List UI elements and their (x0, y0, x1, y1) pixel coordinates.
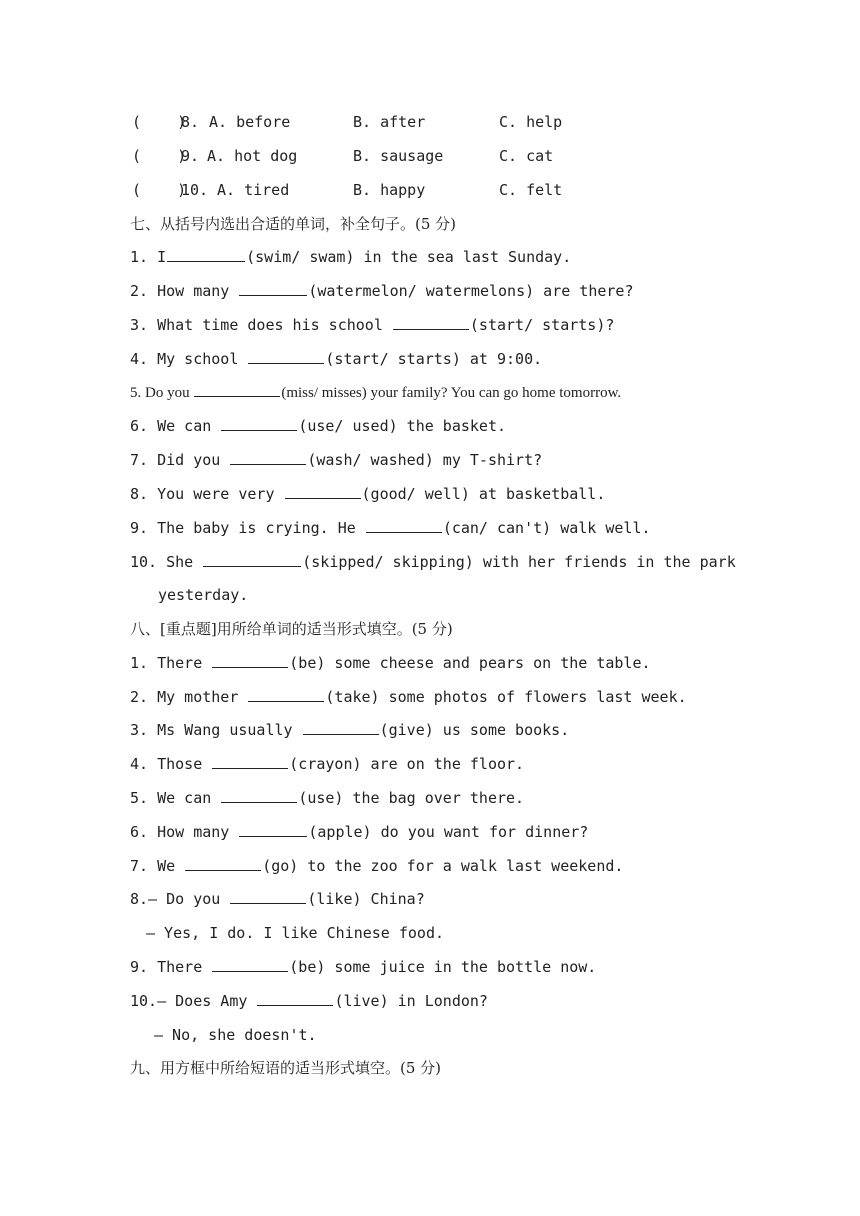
section-8-title: 八、[重点题]用所给单词的适当形式填空。(5 分) (130, 620, 453, 638)
item-text: (like) China? (307, 890, 425, 908)
option-a: A. hot dog (207, 147, 298, 165)
s7-item-7 (130, 447, 830, 473)
question-number: 9. (181, 147, 200, 165)
item-text: 5. We can (130, 789, 221, 807)
item-text: 3. Ms Wang usually (130, 721, 302, 739)
option-c: C. felt (499, 181, 563, 199)
item-text: (start/ starts)? (469, 316, 615, 334)
answer-paren[interactable]: ( ) (132, 181, 187, 199)
section-9-title: 九、用方框中所给短语的适当形式填空。(5 分) (130, 1059, 442, 1077)
answer-blank[interactable] (185, 855, 261, 871)
answer-blank[interactable] (212, 753, 288, 769)
answer-blank[interactable] (366, 517, 442, 533)
answer-blank[interactable] (212, 956, 288, 972)
item-text: 9. The baby is crying. He (130, 519, 365, 537)
answer-blank[interactable] (303, 719, 379, 735)
item-text: 4. My school (130, 350, 248, 368)
item-text: 10. She (130, 553, 203, 571)
answer-blank[interactable] (203, 551, 301, 567)
answer-blank[interactable] (230, 888, 306, 904)
s8-item-7 (130, 853, 830, 879)
choice-row-9 (0, 143, 860, 169)
answer-paren[interactable]: ( ) (132, 147, 187, 165)
item-text: 1. I (130, 248, 167, 266)
answer-blank[interactable] (257, 990, 333, 1006)
s8-item-5 (130, 785, 830, 811)
s8-item-10 (130, 988, 830, 1014)
item-text: (take) some photos of flowers last week. (325, 688, 687, 706)
item-text: (swim/ swam) in the sea last Sunday. (246, 248, 572, 266)
s7-item-3 (130, 312, 830, 338)
item-text: 5. Do you (130, 385, 194, 401)
s7-item-5 (130, 380, 830, 406)
item-text: 4. Those (130, 755, 212, 773)
answer-paren[interactable]: ( ) (132, 113, 187, 131)
item-text: (wash/ washed) my T-shirt? (307, 451, 543, 469)
s8-item-3 (130, 717, 830, 743)
item-text: (skipped/ skipping) with her friends in the park (302, 553, 736, 571)
question-number: 10. (181, 181, 209, 199)
item-text: 3. What time does his school (130, 316, 392, 334)
s7-item-6 (130, 413, 830, 439)
section-7-title: 七、从括号内选出合适的单词，补全句子。(5 分) (130, 215, 457, 233)
s8-item-2 (130, 684, 830, 710)
item-text: (use) the bag over there. (298, 789, 525, 807)
answer-blank[interactable] (221, 787, 297, 803)
choice-row-8 (0, 109, 860, 135)
item-text: 9. There (130, 958, 212, 976)
answer-blank[interactable] (239, 280, 307, 296)
item-text: 7. We (130, 857, 185, 875)
item-text: (crayon) are on the floor. (289, 755, 525, 773)
s8-item-6 (130, 819, 830, 845)
item-text: (use/ used) the basket. (298, 417, 507, 435)
option-c: C. help (499, 113, 563, 131)
s7-item-2 (130, 278, 830, 304)
item-text: (apple) do you want for dinner? (308, 823, 589, 841)
answer-blank[interactable] (230, 449, 306, 465)
item-text: (can/ can't) walk well. (442, 519, 651, 537)
s7-item-8 (130, 481, 830, 507)
item-text: 10.— Does Amy (130, 992, 257, 1010)
s7-item-10-continuation: yesterday. (158, 586, 249, 604)
s7-item-1 (130, 244, 830, 270)
s8-item-4 (130, 751, 830, 777)
answer-blank[interactable] (221, 415, 297, 431)
item-text: 7. Did you (130, 451, 230, 469)
item-text: (start/ starts) at 9:00. (325, 350, 543, 368)
item-text: (live) in London? (334, 992, 488, 1010)
question-number: 8. (181, 113, 200, 131)
item-text: (go) to the zoo for a walk last weekend. (262, 857, 624, 875)
answer-blank[interactable] (167, 246, 245, 262)
s7-item-10 (130, 549, 830, 575)
item-text: 2. How many (130, 282, 239, 300)
s8-item-9 (130, 954, 830, 980)
option-a: A. tired (217, 181, 290, 199)
item-text: (good/ well) at basketball. (361, 485, 606, 503)
answer-blank[interactable] (285, 483, 361, 499)
item-text: 8.— Do you (130, 890, 230, 908)
s8-item-8-reply: — Yes, I do. I like Chinese food. (146, 924, 445, 942)
answer-blank[interactable] (248, 348, 324, 364)
option-b: B. happy (353, 181, 426, 199)
s8-item-8 (130, 886, 830, 912)
item-text: 6. How many (130, 823, 239, 841)
item-text: 6. We can (130, 417, 221, 435)
answer-blank[interactable] (239, 821, 307, 837)
option-b: B. after (353, 113, 426, 131)
item-text: 1. There (130, 654, 212, 672)
s7-item-4 (130, 346, 830, 372)
answer-blank[interactable] (212, 652, 288, 668)
item-text: 2. My mother (130, 688, 248, 706)
option-a: A. before (209, 113, 291, 131)
item-text: (miss/ misses) your family? You can go home tomorrow. (281, 385, 622, 401)
answer-blank[interactable] (194, 381, 280, 397)
item-text: 8. You were very (130, 485, 284, 503)
choice-row-10 (0, 177, 860, 203)
s7-item-9 (130, 515, 830, 541)
s8-item-1 (130, 650, 830, 676)
s8-item-10-reply: — No, she doesn't. (154, 1026, 317, 1044)
answer-blank[interactable] (248, 686, 324, 702)
option-c: C. cat (499, 147, 554, 165)
item-text: (be) some juice in the bottle now. (289, 958, 597, 976)
option-b: B. sausage (353, 147, 444, 165)
answer-blank[interactable] (393, 314, 469, 330)
item-text: (watermelon/ watermelons) are there? (308, 282, 634, 300)
item-text: (be) some cheese and pears on the table. (289, 654, 651, 672)
item-text: (give) us some books. (379, 721, 570, 739)
